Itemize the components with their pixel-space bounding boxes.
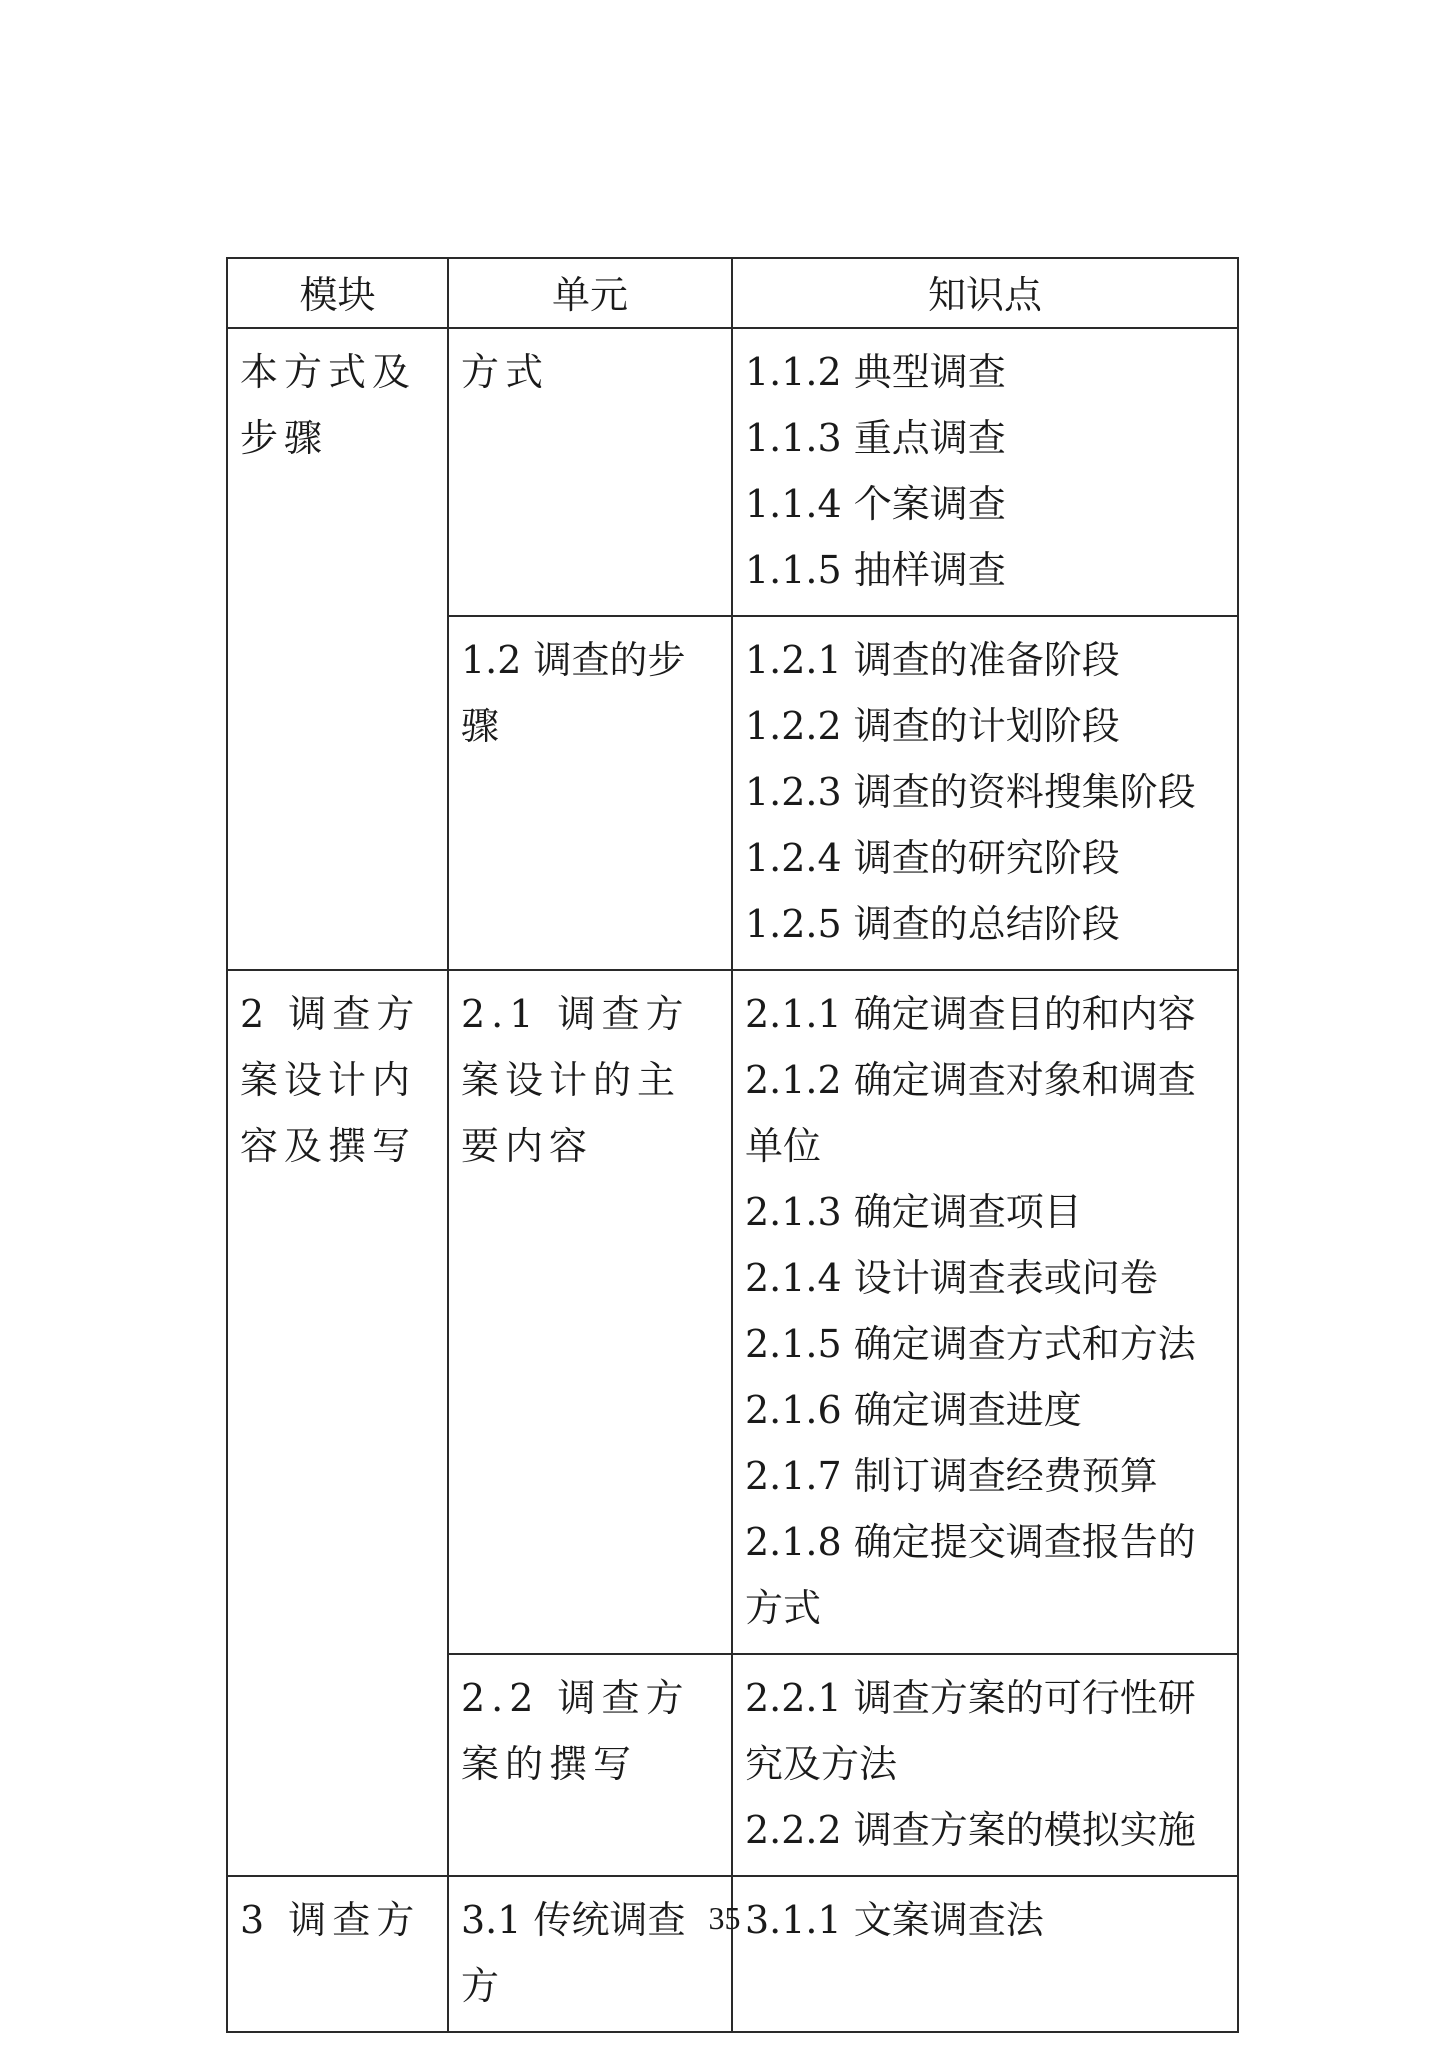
knowledge-item: 2.1.6 确定调查进度: [745, 1388, 1082, 1432]
syllabus-table: [226, 257, 1239, 2033]
knowledge-item: 1.1.3 重点调查: [745, 416, 1006, 460]
knowledge-cell: [732, 970, 1238, 1654]
unit-cell: 2.2 调查方案的撰写: [448, 1654, 732, 1876]
unit-cell: 3.1 传统调查方: [448, 1876, 732, 2032]
knowledge-cell: [732, 328, 1238, 616]
module-cell: 3 调查方: [227, 1876, 448, 2032]
unit-cell: 方式: [448, 328, 732, 616]
knowledge-item: 2.1.4 设计调查表或问卷: [745, 1256, 1158, 1300]
knowledge-item: 2.1.2 确定调查对象和调查单位: [745, 1058, 1196, 1168]
knowledge-item: 2.1.5 确定调查方式和方法: [745, 1322, 1196, 1366]
table-row: [227, 970, 1238, 1654]
unit-cell: 1.2 调查的步骤: [448, 616, 732, 970]
unit-cell: 2.1 调查方案设计的主要内容: [448, 970, 732, 1654]
knowledge-item: 1.2.3 调查的资料搜集阶段: [745, 770, 1196, 814]
table-row: [227, 328, 1238, 616]
knowledge-item: 2.2.2 调查方案的模拟实施: [745, 1808, 1196, 1852]
knowledge-item: 2.2.1 调查方案的可行性研究及方法: [745, 1676, 1196, 1786]
knowledge-item: 2.1.8 确定提交调查报告的方式: [745, 1520, 1196, 1630]
knowledge-item: 1.1.4 个案调查: [745, 482, 1006, 526]
knowledge-item: 2.1.3 确定调查项目: [745, 1190, 1082, 1234]
knowledge-item: 1.2.5 调查的总结阶段: [745, 902, 1120, 946]
header-knowledge: 知识点: [732, 258, 1238, 328]
knowledge-item: 1.2.2 调查的计划阶段: [745, 704, 1120, 748]
header-module: 模块: [227, 258, 448, 328]
knowledge-item: 2.1.7 制订调查经费预算: [745, 1454, 1158, 1498]
module-cell: 2 调查方案设计内容及撰写: [227, 970, 448, 1876]
knowledge-item: 1.2.4 调查的研究阶段: [745, 836, 1120, 880]
knowledge-item: 3.1.1 文案调查法: [745, 1898, 1044, 1942]
module-cell: 本方式及步骤: [227, 328, 448, 970]
knowledge-item: 1.1.5 抽样调查: [745, 548, 1006, 592]
knowledge-item: 1.2.1 调查的准备阶段: [745, 638, 1120, 682]
knowledge-cell: [732, 616, 1238, 970]
table-header-row: [227, 258, 1238, 328]
knowledge-cell: [732, 1654, 1238, 1876]
header-unit: 单元: [448, 258, 732, 328]
page-number: 35: [708, 1900, 741, 1936]
knowledge-item: 2.1.1 确定调查目的和内容: [745, 992, 1196, 1036]
knowledge-item: 1.1.2 典型调查: [745, 350, 1006, 394]
